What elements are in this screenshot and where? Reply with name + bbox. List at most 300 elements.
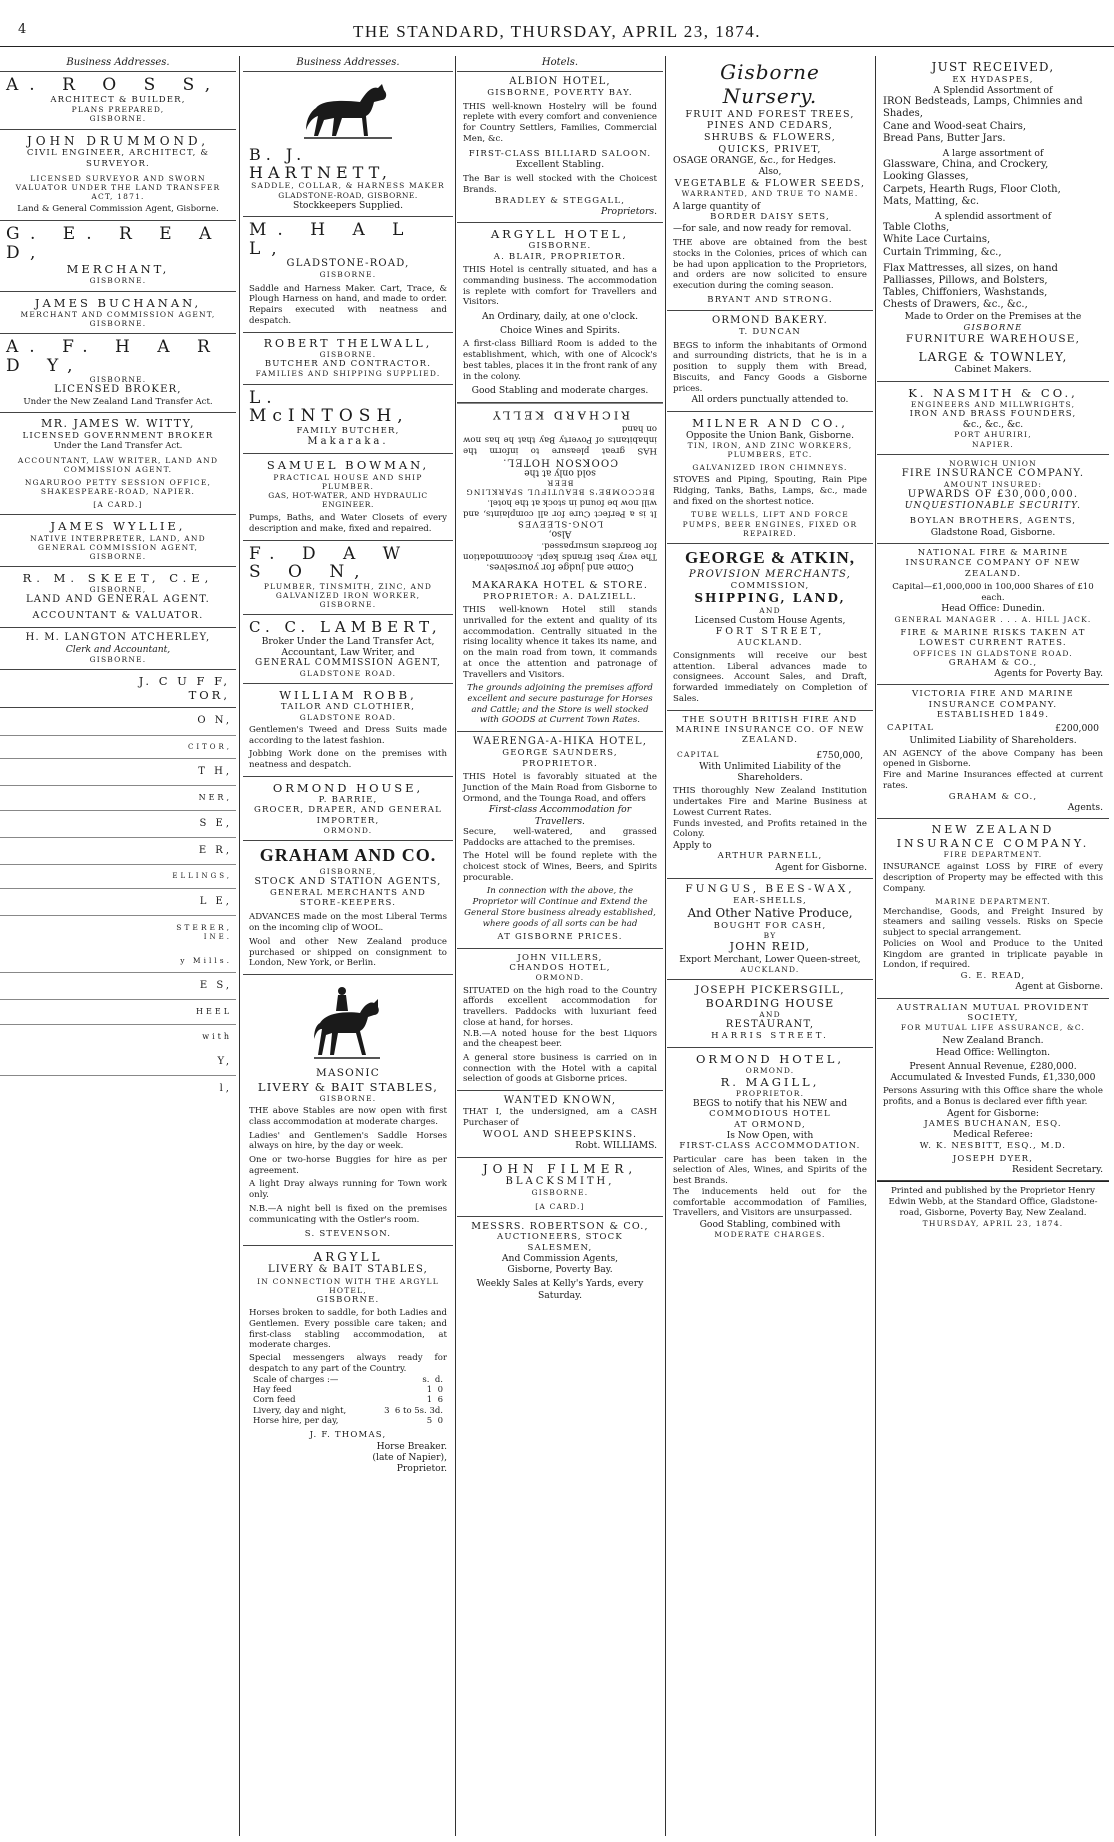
ad-line: MARINE DEPARTMENT. [935, 897, 1051, 907]
ad-line: VEGETABLE & FLOWER SEEDS, [674, 177, 866, 189]
scale-unit: d. [434, 1374, 443, 1385]
ad-line: GISBORNE, POVERTY BAY. [487, 88, 633, 99]
ad-line: CHANDOS HOTEL, [509, 963, 611, 974]
ad-line: TIN, IRON, AND ZINC WORKERS, PLUMBERS, ETC. [687, 440, 853, 459]
ad-line: NGARUROO PETTY SESSION OFFICE, SHAKESPEARE-ROAD, NAPIER. [24, 478, 212, 497]
ad-line: Clerk and Accountant, [65, 644, 171, 656]
ad-name: R. M. SKEET, C.E, [22, 570, 214, 585]
ad-line: THE above are obtained from the best stocks in the Colonies, prices of which can be had upon application to the Proprietors, and orders are now solicited to ensure execution during the coming season. [673, 238, 867, 291]
ad-john-reid [667, 879, 873, 980]
ad-line: Apply to [673, 840, 712, 852]
ad-name: H. M. LANGTON ATCHERLEY, [25, 631, 211, 643]
ad-line: It is a Perfect Cure for all complaints, and will now be found in stock at the hotel. [463, 497, 657, 518]
ad-line: GRAHAM & CO., [948, 657, 1038, 668]
ad-line: W. K. NESBITT, ESQ., M.D. [919, 1140, 1067, 1151]
ad-line: LARGE & TOWNLEY, [918, 349, 1068, 364]
ad-line: COOKSON HOTEL. [502, 455, 619, 467]
ad-name: ARGYLL [313, 1249, 383, 1264]
ad-line: A large quantity of [673, 201, 761, 213]
ad-name: WILLIAM ROBB, [279, 688, 417, 703]
ad-name: VICTORIA FIRE AND MARINE INSURANCE COMPANY. [912, 689, 1074, 710]
torn-fragment: E R, [0, 838, 236, 865]
ad-ormond-bakery [667, 311, 873, 411]
scale-s: 5 [426, 1416, 433, 1427]
ad-george-atkin [667, 544, 873, 711]
ad-line: (late of Napier), [372, 1452, 447, 1464]
section-header: Business Addresses. [243, 56, 453, 72]
ad-line: ADVANCES made on the most Liberal Terms on the incoming clip of WOOL. [249, 912, 447, 934]
ad-name: K. NASMITH & CO., [908, 385, 1078, 400]
scale-row [249, 1395, 447, 1405]
scale-item: Livery, day and night, [253, 1405, 347, 1416]
ad-line: Mats, Matting, &c. [883, 195, 980, 207]
ad-line: WARRANTED, AND TRUE TO NAME. [681, 189, 859, 199]
ad-name: Gisborne Nursery. [720, 60, 820, 109]
ad-name: JAMES WYLLIE, [50, 519, 186, 534]
ad-line: THIS thoroughly New Zealand Institution undertakes Fire and Marine Business at Lowest Current Rates. [673, 786, 867, 818]
ad-line: OSAGE ORANGE, &c., for Hedges. [673, 155, 837, 167]
ad-line: Also, [758, 166, 782, 178]
ad-line: Made to Order on the Premises at the [904, 311, 1082, 323]
ad-line: UNQUESTIONABLE SECURITY. [904, 501, 1082, 512]
ad-line: BECCOMBE'S BEAUTIFUL SPARKLING BEER [465, 478, 655, 497]
ad-skeet [0, 567, 236, 628]
ad-name: ORMOND HOUSE, [272, 780, 424, 795]
ad-line: Persons Assuring with this Office share the whole profits, and a Bonus is declared ever fifth year. [883, 1086, 1103, 1108]
scale-row [249, 1416, 447, 1426]
ad-line: Cane and Wood-seat Chairs, [883, 120, 1027, 132]
ad-line: FIRE DEPARTMENT. [943, 850, 1043, 860]
ad-name: ARGYLL HOTEL, [490, 227, 630, 242]
ad-line: PROPRIETOR: A. DALZIELL. [483, 591, 637, 602]
ad-line: HARRIS STREET. [711, 1031, 829, 1042]
ad-line: Gisborne, Poverty Bay. [507, 1264, 613, 1276]
ad-line: THAT I, the undersigned, am a CASH Purchaser of [463, 1107, 657, 1129]
ad-wanted-known [457, 1091, 663, 1157]
ad-line: INSURANCE against LOSS by FIRE of every description of Property may be effected with this Company. [883, 862, 1103, 894]
ad-line: With Unlimited Liability of the Shareholders. [699, 760, 841, 784]
ad-line: SHIPPING, LAND, [694, 591, 846, 606]
scale-row [249, 1385, 447, 1395]
ad-line: Merchandise, Goods, and Freight Insured by steamers and sailing vessels. Risks on Specie subject to special arrangement. [883, 906, 1103, 939]
ad-line: HAS great pleasure to inform the inhabitants of Poverty Bay that he has now on hand [463, 423, 657, 455]
ad-line: GENERAL MERCHANTS AND STORE-KEEPERS. [269, 887, 427, 909]
ad-name: GRAHAM AND CO. [259, 845, 437, 866]
ad-bowman [243, 454, 453, 540]
ad-line: The Hotel will be found replete with the choicest stock of Wines, Beers, and Spirits procurable. [463, 851, 657, 883]
ad-amp-society [877, 999, 1109, 1182]
ad-name: L. McINTOSH, [249, 387, 409, 427]
torn-fragment: ELLINGS, [0, 865, 236, 889]
ad-wyllie [0, 515, 236, 566]
ad-line: A. BLAIR, PROPRIETOR. [493, 251, 627, 262]
ad-line: Policies on Wool and Produce to the United Kingdom are granted in triplicate payable in London, if required. [883, 938, 1103, 971]
ad-line: GISBORNE. [89, 551, 147, 561]
ad-name: B. J. HARTNETT, [249, 145, 392, 182]
ad-line: sold only at the [524, 467, 596, 479]
ad-name: F. D A W S O N, [249, 543, 412, 583]
scale-row [249, 1406, 447, 1416]
scale-d: 0 [437, 1416, 443, 1427]
ad-name: NEW ZEALAND [931, 823, 1055, 837]
ad-line: EAR-SHELLS, [733, 895, 807, 906]
ad-line: Cabinet Makers. [954, 364, 1032, 376]
scale-d: 6 [437, 1395, 443, 1406]
ad-line: ORMOND. [323, 825, 373, 835]
ad-line: GALVANIZED IRON CHIMNEYS. [692, 463, 848, 473]
ad-line: BEGS to notify that his NEW and [692, 1098, 848, 1110]
ad-line: GISBORNE [963, 322, 1023, 333]
imprint-text: Printed and published by the Proprietor Henry Edwin Webb, at the Standard Office, Gladstone-road, Gisborne, Poverty Bay, New Zealand. [888, 1186, 1098, 1218]
ad-line: [A CARD.] [535, 1201, 585, 1211]
ad-line: GLADSTONE ROAD. [299, 669, 397, 679]
ad-lambert [243, 615, 453, 684]
ad-line: Makaraka. [307, 436, 389, 448]
ad-cuff [0, 670, 236, 708]
ad-name: JAMES BUCHANAN, [34, 295, 202, 310]
ad-hardy [0, 334, 236, 413]
newspaper-title: THE STANDARD, THURSDAY, APRIL 23, 1874. [352, 22, 762, 41]
ad-name: WANTED KNOWN, [503, 1095, 617, 1107]
ad-line: A light Dray always running for Town work only. [249, 1179, 447, 1201]
ad-name: MASONIC [316, 1067, 380, 1080]
ad-line: FOR MUTUAL LIFE ASSURANCE, &C. [900, 1023, 1086, 1033]
ad-line: JAMES BUCHANAN, ESQ. [924, 1118, 1062, 1129]
ad-line: FURNITURE WAREHOUSE, [905, 333, 1081, 346]
ad-line: Fire and Marine Insurances effected at current rates. [883, 770, 1103, 791]
section-header: Hotels. [457, 56, 663, 72]
ad-line: Resident Secretary. [1011, 1164, 1103, 1176]
ad-line: Gladstone Road, Gisborne. [930, 526, 1056, 538]
ad-line: GLADSTONE-ROAD, [286, 258, 410, 270]
ad-name: SAMUEL BOWMAN, [266, 458, 430, 473]
column-1 [0, 56, 236, 1836]
ad-line: GENERAL COMMISSION AGENT, [254, 658, 442, 669]
scale-unit: s. [422, 1374, 430, 1385]
column-divider [455, 56, 456, 1836]
ad-name: J. C U F F, [138, 674, 230, 689]
ad-line: PROVISION MERCHANTS, [688, 568, 852, 580]
ad-line: Agents. [1067, 802, 1103, 814]
ad-line: A Splendid Assortment of [933, 84, 1053, 96]
ad-line: THE above Stables are now open with first class accommodation at moderate charges. [249, 1106, 447, 1127]
capital-row [673, 750, 867, 761]
ad-line: In connection with the above, the Proprietor will Continue and Extend the General Store business already established, where goods of all sorts can be had [464, 886, 656, 929]
ad-line: A large assortment of [942, 147, 1044, 159]
ad-line: N.B.—A noted house for the best Liquors and the cheapest beer. [463, 1028, 657, 1050]
ad-line: NAPIER. [972, 439, 1014, 449]
ad-line: Funds invested, and Profits retained in the Colony. [673, 818, 867, 840]
ad-name: FUNGUS, BEES-WAX, [685, 882, 855, 895]
ad-line: Secure, well-watered, and grassed Paddocks are attached to the premises. [463, 826, 657, 848]
ad-line: PINES AND CEDARS, [706, 120, 834, 132]
ad-line: IRON Bedsteads, Lamps, Chimnies and Shades, [883, 96, 1083, 120]
torn-fragment: S E, [0, 811, 236, 838]
ad-line: Wool and other New Zealand produce purchased or shipped on consignment to London, New York, or Berlin. [249, 936, 447, 969]
ad-line: Agents for Poverty Bay. [994, 668, 1103, 680]
ad-just-received [877, 56, 1109, 382]
ad-line: GISBORNE. [89, 276, 147, 286]
ad-line: TOR, [188, 688, 230, 703]
ad-line: Also, [548, 528, 572, 540]
torn-fragment: STERER, [176, 923, 232, 933]
ad-line: BEGS to inform the inhabitants of Ormond and surrounding districts, that he is in a position to supply them with Bread, Biscuits, and Fancy Goods a Gisborne prices. [673, 340, 867, 394]
ad-hall [243, 217, 453, 333]
torn-fragment: l, [219, 1082, 232, 1094]
ad-name: LIVERY & BAIT STABLES, [257, 1079, 439, 1094]
ad-line: GROCER, DRAPER, AND GENERAL IMPORTER, [253, 805, 443, 826]
ad-thelwall [243, 333, 453, 385]
ad-name: A. R O S S, [6, 75, 222, 96]
ad-line: Carpets, Hearth Rugs, Floor Cloth, [883, 183, 1061, 195]
ad-line: Looking Glasses, [883, 171, 969, 183]
ad-line: Gentlemen's Tweed and Dress Suits made according to the latest fashion. [249, 724, 447, 746]
ad-line: MERCHANT, [66, 262, 170, 277]
ad-name: LIVERY & BAIT STABLES, [267, 1264, 429, 1276]
scale-item: Horse hire, per day, [253, 1416, 339, 1427]
ad-line: PROPRIETOR. [735, 1088, 805, 1098]
ad-line: AND [759, 1010, 781, 1020]
ad-line: GISBORNE. [89, 655, 147, 665]
ad-line: Export Merchant, Lower Queen-street, [679, 953, 861, 965]
ad-line: WOOL AND SHEEPSKINS. [482, 1128, 638, 1140]
ad-line: ENGINEERS AND MILLWRIGHTS, [910, 399, 1076, 409]
ad-line: Under the Land Transfer Act. [53, 441, 183, 452]
ad-buchanan [0, 292, 236, 334]
torn-fragment: E S, [0, 973, 236, 1000]
ad-line: Curtain Trimming, &c., [883, 246, 1002, 258]
ad-line: New Zealand Branch. [942, 1035, 1044, 1047]
column-divider [875, 56, 876, 1836]
ad-line: STOVES and Piping, Spouting, Rain Pipe Ridging, Tanks, Baths, Lamps, &c., made and fixed on the shortest notice. [673, 475, 867, 507]
ad-line: Ladies' and Gentlemen's Saddle Horses always on hire, by the day or week. [249, 1130, 447, 1152]
ad-line: BOUGHT FOR CASH, [713, 920, 827, 931]
ad-line: THIS Hotel is centrally situated, and has a commanding business. The accommodation is replete with comfort for Travellers and Visitors. [463, 265, 657, 308]
ad-line: Special messengers always ready for despatch to any part of the Country. [249, 1353, 447, 1374]
ad-line: RESTAURANT, [725, 1019, 815, 1031]
ad-line: Jobbing Work done on the premises with neatness and despatch. [249, 749, 447, 771]
ad-chandos-hotel [457, 949, 663, 1091]
ad-line: EX HYDASPES, [952, 74, 1034, 85]
ad-line: Good Stabling, combined with [699, 1219, 841, 1231]
ad-drummond [0, 130, 236, 222]
ad-line: GAS, HOT-WATER, AND HYDRAULIC ENGINEER. [268, 490, 428, 509]
ad-line: Unlimited Liability of Shareholders. [909, 734, 1077, 746]
imprint-date: THURSDAY, APRIL 23, 1874. [922, 1218, 1064, 1228]
ad-line: GISBORNE. [316, 1294, 380, 1305]
ad-line: FORT STREET, [715, 626, 825, 638]
torn-fragment: Y, [0, 1049, 236, 1076]
ad-name: ORMOND BAKERY. [712, 315, 828, 327]
ad-line: Proprietor. [396, 1463, 447, 1475]
ad-line: ARTHUR PARNELL, [717, 851, 823, 862]
ad-line: FIRST-CLASS BILLIARD SALOON. [468, 148, 652, 159]
ad-line: ARCHITECT & BUILDER, [50, 94, 186, 105]
ad-line: And Other Native Produce, [687, 906, 853, 921]
ad-name: A. F. H A R D Y, [6, 336, 221, 376]
ad-read [0, 221, 236, 292]
scale-d: 0 [437, 1385, 443, 1395]
torn-fragment: HEEL [0, 1000, 236, 1025]
horse-illustration-icon [302, 80, 394, 142]
ad-line: The very best Brands kept. Accommodation for Boarders unsurpassed. [463, 540, 657, 561]
ad-line: One or two-horse Buggies for hire as per agreement. [249, 1155, 447, 1176]
ad-name: JOSEPH PICKERSGILL, [695, 983, 845, 996]
ad-norwich-union [877, 455, 1109, 544]
ad-line: MERCHANT AND COMMISSION AGENT, [20, 309, 216, 319]
ad-nasmith [877, 382, 1109, 455]
ad-line: Pumps, Baths, and Water Closets of every description and make, fixed and repaired. [249, 513, 447, 534]
ad-line: BOYLAN BROTHERS, AGENTS, [909, 516, 1077, 527]
horse-rider-illustration-icon [312, 983, 384, 1063]
section-header: Business Addresses. [0, 56, 236, 72]
ad-line: PORT AHURIRI, [954, 430, 1032, 440]
ad-line: T. DUNCAN [738, 327, 802, 338]
ad-line: GISBORNE, [89, 584, 147, 594]
ad-line: Licensed Custom House Agents, [694, 614, 846, 626]
ad-line: ACCOUNTANT & VALUATOR. [32, 610, 204, 622]
capital-row [883, 723, 1103, 734]
ad-albion-hotel [457, 72, 663, 223]
ad-line: BOARDING HOUSE [705, 996, 835, 1010]
ad-graham [243, 841, 453, 975]
ad-line: SADDLE, COLLAR, & HARNESS MAKER [251, 181, 445, 191]
ad-line: Good Stabling and moderate charges. [471, 385, 649, 397]
ad-line: BRADLEY & STEGGALL, [494, 195, 626, 206]
ad-line: AT ORMOND, [734, 1119, 806, 1130]
ad-line: ORMOND. [745, 1065, 795, 1075]
ad-line: Is Now Open, with [726, 1130, 814, 1142]
ad-line: White Lace Curtains, [883, 234, 991, 246]
scale-s: 3 [384, 1405, 390, 1416]
ad-line: A first-class Billiard Room is added to the establishment, which, with one of Alcock's best tables, places it in the front rank of any in the colony. [463, 339, 657, 382]
ad-line: ACCOUNTANT, LAW WRITER, LAND AND COMMISSION AGENT. [17, 455, 219, 474]
ad-line: BRYANT AND STRONG. [707, 294, 833, 305]
ad-line: GRAHAM & CO., [948, 791, 1038, 802]
ad-line: AUCTIONEERS, STOCK SALESMEN, [497, 1232, 623, 1253]
ad-name: ROBERT THELWALL, [263, 336, 433, 350]
ad-robb [243, 684, 453, 776]
ad-line: Capital—£1,000,000 in 100,000 Shares of £10 each. [892, 581, 1094, 603]
ad-line: ESTABLISHED 1849. [936, 709, 1050, 720]
ad-line: Stockkeepers Supplied. [292, 199, 404, 211]
ad-line: G. E. READ, [960, 970, 1026, 981]
ad-makaraka-hotel [457, 576, 663, 732]
ad-line: MODERATE CHARGES. [714, 1230, 826, 1240]
ad-line: And Commission Agents, [501, 1253, 619, 1265]
ad-line: TUBE WELLS, LIFT AND FORCE PUMPS, BEER ENGINES, FIXED OR REPAIRED. [682, 510, 858, 538]
ad-name: RICHARD KELLY [490, 408, 630, 423]
ad-line: The grounds adjoining the premises afford excellent and secure pasturage for Horses and Cattle; and the Store is well stocked with GOODS at Current Town Rates. [467, 683, 653, 726]
ad-filmer [457, 1158, 663, 1217]
torn-fragment: O N, [0, 708, 236, 735]
capital-label: CAPITAL [677, 749, 720, 759]
ad-line: TAILOR AND CLOTHIER, [280, 702, 416, 713]
ad-line: THIS well-known Hostelry will be found replete with every comfort and convenience for Country Settlers, Families, Commercial Men, &c. [463, 101, 657, 144]
ad-name: MILNER AND CO., [692, 415, 848, 430]
capital-value: £750,000, [816, 749, 863, 761]
ad-line: Palliasses, Pillows, and Bolsters, [883, 274, 1048, 286]
ad-line: [A CARD.] [93, 500, 143, 510]
ad-line: R. MAGILL, [720, 1074, 820, 1089]
ad-name: THE SOUTH BRITISH FIRE AND MARINE INSURANCE CO. OF NEW ZEALAND. [675, 714, 865, 746]
ad-line: GISBORNE. [89, 114, 147, 124]
ad-line: Glassware, China, and Crockery, [883, 159, 1049, 171]
ad-line: GISBORNE. [531, 1188, 589, 1198]
ad-name: AUSTRALIAN MUTUAL PROVIDENT SOCIETY, [896, 1002, 1090, 1023]
ad-line: GISBORNE. [89, 375, 147, 385]
ad-name: JOHN FILMER, [482, 1161, 638, 1176]
column-divider [239, 56, 240, 1836]
ad-line: GISBORNE. [319, 600, 377, 610]
ad-line: Table Cloths, [883, 222, 950, 234]
ad-name: MESSRS. ROBERTSON & CO., [471, 1220, 649, 1232]
column-divider [665, 56, 666, 1836]
ad-line: BLACKSMITH, [505, 1176, 615, 1188]
ad-line: Chests of Drawers, &c., &c., [883, 299, 1028, 311]
ad-hartnett [243, 72, 453, 217]
ad-line: PLUMBER, TINSMITH, ZINC, AND GALVANIZED IRON WORKER, [263, 581, 433, 601]
ad-name: WAERENGA-A-HIKA HOTEL, [472, 736, 648, 748]
ad-line: Flax Mattresses, all sizes, on hand [883, 262, 1058, 274]
ad-waerenga-hotel [457, 732, 663, 949]
ad-line: S. STEVENSON. [304, 1229, 392, 1240]
ad-line: JOHN REID, [729, 940, 811, 954]
ad-mcintosh [243, 385, 453, 455]
ad-line: GISBORNE. [319, 1093, 377, 1103]
ad-line: A general store business is carried on in connection with the Hotel with a capital selection of goods at Gisborne prices. [463, 1053, 657, 1085]
ad-name: ALBION HOTEL, [509, 76, 611, 88]
ad-name: JUST RECEIVED, [931, 60, 1055, 74]
ad-milner [667, 412, 873, 544]
ad-name: G. E. R E A D, [6, 224, 223, 263]
masthead [0, 0, 1114, 40]
ad-line: Under the New Zealand Land Transfer Act. [23, 396, 213, 407]
ad-line: Present Annual Revenue, £280,000. [909, 1060, 1077, 1072]
ad-line: GLADSTONE-ROAD, GISBORNE. [278, 190, 418, 200]
torn-fragment: y Mills. [0, 949, 236, 973]
torn-fragment: INE. [203, 933, 232, 942]
ad-line: AND [759, 605, 781, 615]
ad-line: UPWARDS OF £30,000,000. [907, 489, 1079, 501]
ad-line: INSURANCE COMPANY. [896, 836, 1090, 850]
ad-line: AT GISBORNE PRICES. [497, 932, 623, 943]
ad-line: &c., &c., &c. [962, 419, 1024, 431]
ad-line: SITUATED on the high road to the Country affords excellent accommodation for travellers. Paddocks with luxuriant feed close at hand, for horses. [463, 985, 657, 1028]
column-5 [877, 56, 1109, 1836]
ad-line: Bread Pans, Butter Jars. [883, 132, 1006, 144]
ad-line: LICENSED BROKER, [54, 384, 182, 396]
ad-line: THIS Hotel is favorably situated at the Junction of the Main Road from Gisborne to Ormond, and the Tounga Road, and offers [463, 772, 657, 804]
ad-ross [0, 72, 236, 129]
ad-line: GISBORNE. [319, 349, 377, 359]
ad-line: Accumulated & Invested Funds, £1,330,000 [890, 1072, 1096, 1084]
ad-line: The inducements held out for the comfortable accommodation of Families, Travellers, and Visitors are unsurpassed. [673, 1186, 867, 1219]
ad-line: Come and judge for yourselves. [486, 561, 634, 573]
ad-victoria-fire [877, 685, 1109, 819]
ad-line: Land & General Commission Agent, Gisborne. [17, 204, 219, 215]
ad-line: GENERAL MANAGER . . . A. HILL JACK. [894, 614, 1092, 624]
ad-line: Proprietors. [600, 206, 657, 218]
ad-line: All orders punctually attended to. [691, 394, 849, 406]
ad-line: Particular care has been taken in the selection of Ales, Wines, and Spirits of the best Brands. [673, 1154, 867, 1187]
ad-line: GISBORNE. [528, 241, 592, 252]
ad-line: IRON AND BRASS FOUNDERS, [909, 408, 1077, 419]
ad-pickersgill [667, 980, 873, 1048]
torn-fragment: CITOR, [0, 736, 236, 760]
scale-s: 1 [426, 1385, 433, 1395]
ad-line: GEORGE SAUNDERS, PROPRIETOR. [502, 748, 618, 769]
